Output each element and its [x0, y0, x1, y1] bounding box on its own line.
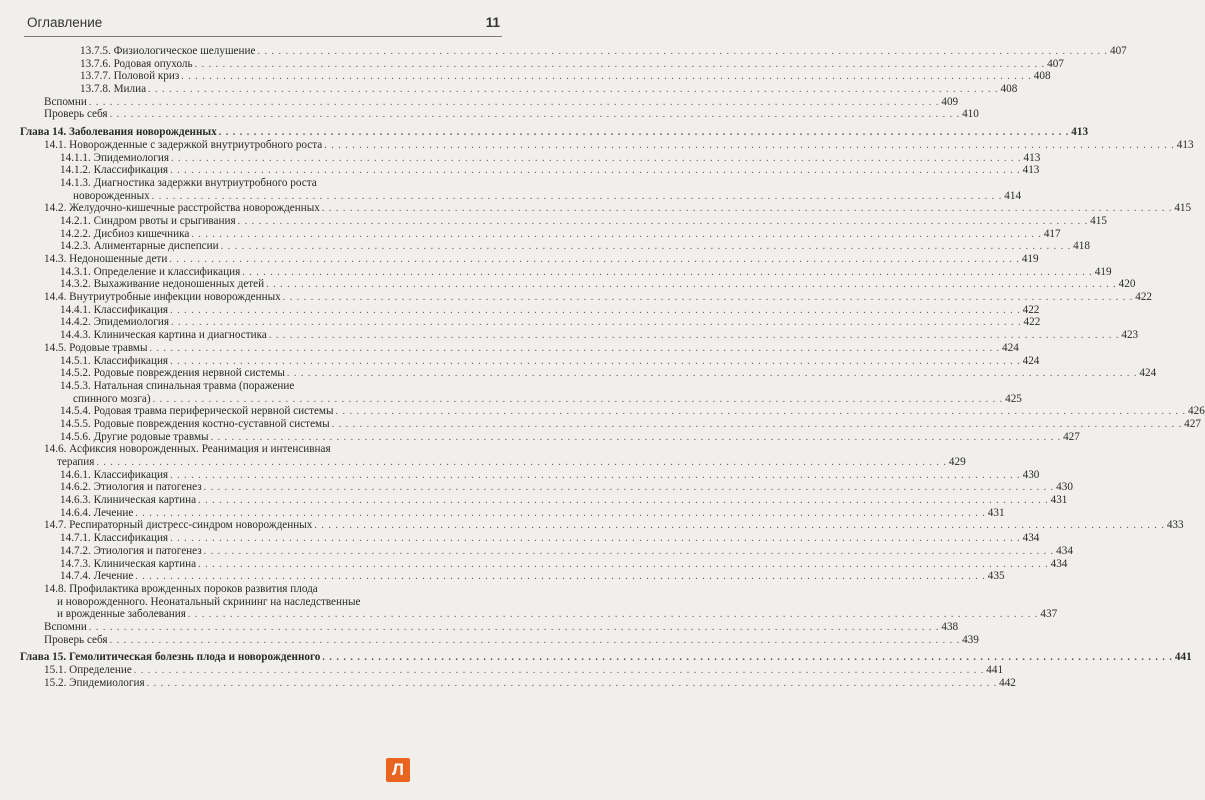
toc-entry-page: 441: [1174, 651, 1192, 664]
dot-leader: [238, 216, 1089, 229]
toc-entry-page: 424: [1139, 367, 1157, 380]
dot-leader: [134, 665, 985, 678]
dot-leader: [219, 127, 1070, 140]
toc-entry-page: 415: [1174, 202, 1192, 215]
dot-leader: [89, 622, 940, 635]
toc-entry-title: 14.3.1. Определение и классификация: [60, 265, 241, 278]
dot-leader: [198, 495, 1049, 508]
toc-entry: [20, 189, 1022, 203]
toc-entry-page: 441: [986, 664, 1004, 676]
dot-leader: [204, 482, 1055, 495]
toc-entry-page: 413: [1176, 138, 1194, 151]
toc-entry-title: 14.6.3. Клиническая картина: [60, 494, 197, 507]
toc-entry-title: Вспомни: [44, 95, 87, 108]
toc-entry-title: и новорожденного. Неонатальный скрининг на наследственные: [57, 595, 361, 608]
toc-entry-title: 14.4.2. Эпидемиология: [60, 316, 169, 329]
toc-entry-page: 417: [1043, 227, 1061, 240]
dot-leader: [211, 432, 1062, 445]
toc-entry-page: 442: [999, 676, 1016, 689]
toc-entry-title: 13.7.6. Родовая опухоль: [80, 57, 193, 70]
dot-leader: [170, 533, 1021, 546]
toc-entry-title: 14.6.2. Этиология и патогенез: [60, 481, 202, 494]
toc-entry-title: 14.2. Желудочно-кишечные расстройства новорожденных: [44, 202, 320, 215]
dot-leader: [171, 153, 1022, 166]
toc-entry: [20, 456, 966, 469]
toc-entry-title: 14.1.2. Классификация: [60, 164, 169, 177]
toc-entry-title: 13.7.8. Милиа: [80, 83, 147, 96]
toc-entry-title: 14.2.2. Дисбиоз кишечника: [60, 227, 190, 240]
dot-leader: [242, 267, 1093, 280]
toc-entry-title: 14.2.3. Алиментарные диспепсии: [60, 240, 219, 253]
toc-entry: [20, 367, 1157, 380]
dot-leader: [221, 241, 1072, 254]
running-title: Оглавление: [27, 15, 103, 30]
toc-entry-page: 427: [1063, 430, 1080, 443]
toc-entry-title: 14.5.1. Классификация: [60, 354, 169, 367]
page-header: [24, 14, 502, 37]
toc-entry: [20, 303, 1040, 317]
dot-leader: [147, 678, 998, 691]
toc-entry: [20, 95, 959, 109]
toc-entry-page: 426: [1188, 405, 1205, 418]
toc-entry: [20, 417, 1201, 431]
toc-entry-title: Глава 15. Гемолитическая болезнь плода и новорожденного: [20, 651, 321, 664]
toc-entry: [20, 291, 1153, 304]
toc-entry-title: 14.4.1. Классификация: [60, 303, 169, 316]
toc-entry-title: 14.4.3. Клиническая картина и диагностика: [60, 329, 267, 342]
dot-leader: [257, 46, 1108, 59]
toc-entry-page: 413: [1071, 126, 1089, 139]
toc-entry-page: 410: [962, 108, 979, 121]
dot-leader: [287, 368, 1138, 381]
toc-entry: [20, 570, 1005, 583]
toc-entry-page: 408: [1000, 83, 1018, 96]
toc-chapter-entry: [20, 126, 1089, 139]
toc-entry-page: 438: [941, 620, 959, 633]
toc-entry-title: новорожденных: [73, 189, 150, 202]
toc-entry-page: 423: [1121, 329, 1139, 342]
toc-entry-title: 14.7.1. Классификация: [60, 532, 169, 545]
toc-entry: [20, 405, 1205, 418]
toc-entry-title: 13.7.5. Физиологическое шелушение: [80, 45, 256, 57]
toc-entry-title: 14.3.2. Выхаживание недоношенных детей: [60, 278, 265, 291]
dot-leader: [110, 109, 961, 122]
toc-entry: [20, 633, 979, 647]
toc-entry: [20, 202, 1192, 215]
toc-entry-title: 14.7.2. Этиология и патогенез: [60, 544, 202, 557]
dot-leader: [171, 317, 1022, 330]
toc-entry-title: 14.5.5. Родовые повреждения костно-суставной системы: [60, 417, 330, 430]
toc-entry-title: 14.7.4. Лечение: [60, 570, 134, 583]
toc-entry-title: 14.5.3. Натальная спинальная травма (поражение: [60, 379, 295, 392]
dot-leader: [322, 652, 1173, 665]
dot-leader: [188, 609, 1039, 622]
dot-leader: [89, 97, 940, 110]
toc-entry: [20, 676, 1016, 690]
dot-leader: [148, 84, 999, 97]
toc-entry-page: 430: [1056, 481, 1073, 494]
toc-entry-page: 433: [1166, 519, 1184, 532]
toc-entry-title: 14.7.3. Клиническая картина: [60, 557, 197, 570]
toc-entry: [20, 265, 1112, 279]
dot-leader: [336, 406, 1187, 419]
toc-entry: [20, 481, 1073, 494]
toc-entry: [20, 240, 1090, 253]
toc-entry-title: 14.6.1. Классификация: [60, 468, 169, 481]
toc-entry: [20, 329, 1139, 342]
toc-entry: [20, 83, 1018, 96]
toc-entry-title: 14.7. Респираторный дистресс-синдром новорожденных: [44, 519, 313, 532]
toc-entry-page: 431: [1050, 494, 1068, 507]
toc-entry: [20, 557, 1068, 571]
toc-entry-title: Вспомни: [44, 620, 87, 633]
toc-entry-page: 431: [987, 506, 1005, 519]
toc-entry-title: 14.8. Профилактика врожденных пороков развития плода: [44, 582, 318, 595]
toc-entry-page: 434: [1050, 557, 1068, 570]
toc-entry: [20, 392, 1022, 406]
toc-entry-title: спинного мозга): [73, 392, 151, 405]
toc-entry: [20, 177, 502, 190]
dot-leader: [181, 71, 1032, 84]
toc-entry: [20, 443, 502, 456]
toc-entry-title: и врожденные заболевания: [57, 608, 186, 621]
toc-entry: [20, 108, 979, 121]
toc-chapter-entry: [20, 651, 1192, 664]
dot-leader: [198, 559, 1049, 572]
toc-entry-title: 14.6.4. Лечение: [60, 506, 134, 519]
toc-entry: [20, 664, 1004, 677]
toc-entry-title: 14.5.6. Другие родовые травмы: [60, 430, 209, 443]
dot-leader: [191, 229, 1042, 242]
toc-entry-page: 427: [1184, 417, 1201, 430]
toc-entry: [20, 380, 502, 393]
toc-entry: [20, 227, 1061, 241]
toc-entry-page: 413: [1023, 151, 1041, 164]
toc-entry-page: 422: [1022, 303, 1040, 316]
dot-leader: [332, 419, 1183, 432]
toc-entry-title: Проверь себя: [44, 633, 108, 646]
toc-entry-title: 14.5. Родовые травмы: [44, 341, 148, 354]
toc-entry-page: 422: [1023, 316, 1041, 329]
toc-entry-page: 415: [1090, 214, 1107, 227]
toc-entry: [20, 532, 1040, 545]
dot-leader: [96, 457, 947, 470]
toc-entry: [20, 519, 1184, 532]
toc-entry-page: 407: [1047, 57, 1064, 70]
publisher-logo-icon: Л: [386, 758, 410, 782]
toc-entry: [20, 596, 502, 609]
toc-entry: [20, 214, 1107, 228]
toc-entry: [20, 506, 1005, 520]
toc-entry-title: терапия: [57, 456, 95, 468]
toc-entry: [20, 253, 1039, 266]
toc-entry-page: 424: [1002, 341, 1019, 354]
toc-entry-title: 14.5.4. Родовая травма периферической нервной системы: [60, 405, 334, 418]
toc-entry: [20, 151, 1041, 165]
dot-leader: [266, 279, 1117, 292]
toc-entry-page: 419: [1021, 253, 1039, 265]
toc-entry: [20, 608, 1058, 621]
toc-entry: [20, 57, 1064, 71]
toc-entry-page: 418: [1073, 240, 1090, 253]
toc-entry: [20, 468, 1040, 482]
dot-leader: [204, 546, 1055, 559]
dot-leader: [283, 292, 1134, 305]
dot-leader: [324, 140, 1175, 153]
toc-entry-title: 14.1.3. Диагностика задержки внутриутробного роста: [60, 176, 317, 189]
toc-entry-page: 424: [1022, 354, 1040, 367]
dot-leader: [170, 356, 1021, 369]
toc-entry-page: 434: [1056, 544, 1073, 557]
toc-entry-title: 14.6. Асфиксия новорожденных. Реанимация и интенсивная: [44, 443, 331, 456]
toc-entry-title: 14.1. Новорожденные с задержкой внутриутробного роста: [44, 138, 323, 151]
toc-entry-page: 414: [1004, 189, 1022, 202]
toc-entry-page: 430: [1022, 468, 1040, 481]
dot-leader: [170, 470, 1021, 483]
toc-entry-page: 407: [1109, 45, 1127, 57]
toc-entry-page: 425: [1005, 392, 1022, 405]
toc-entry-title: 14.5.2. Родовые повреждения нервной системы: [60, 367, 285, 380]
toc-entry: [20, 316, 1041, 329]
toc-entry: [20, 494, 1068, 507]
toc-entry: [20, 278, 1136, 291]
toc-entry: [20, 583, 502, 596]
toc-entry: [20, 354, 1040, 368]
toc-entry-title: Проверь себя: [44, 108, 108, 121]
toc-entry-page: 435: [987, 570, 1005, 583]
toc-entry-page: 409: [941, 95, 959, 108]
toc-entry-title: 14.2.1. Синдром рвоты и срыгивания: [60, 214, 236, 227]
toc-entry: [20, 138, 1194, 152]
dot-leader: [269, 330, 1120, 343]
toc-entry: [20, 544, 1073, 558]
toc-entry-title: 14.1.1. Эпидемиология: [60, 151, 169, 164]
toc-entry: [20, 164, 1040, 177]
table-of-contents: [20, 45, 1205, 689]
toc-entry-page: 439: [962, 633, 979, 646]
toc-entry-title: 13.7.7. Половой криз: [80, 70, 180, 83]
toc-entry-title: 15.2. Эпидемиология: [44, 676, 145, 689]
dot-leader: [169, 254, 1020, 267]
toc-entry-title: Глава 14. Заболевания новорожденных: [20, 126, 217, 139]
dot-leader: [195, 59, 1046, 72]
toc-entry-title: 14.4. Внутриутробные инфекции новорожденных: [44, 291, 281, 304]
toc-entry: [20, 430, 1080, 444]
dot-leader: [110, 635, 961, 648]
toc-entry-page: 437: [1040, 608, 1058, 621]
toc-entry-page: 413: [1022, 164, 1040, 177]
toc-entry-page: 408: [1033, 70, 1051, 83]
toc-entry-page: 422: [1135, 291, 1153, 304]
toc-entry-page: 429: [948, 456, 966, 468]
toc-entry-page: 420: [1118, 278, 1136, 291]
toc-entry-page: 419: [1094, 265, 1112, 278]
dot-leader: [170, 305, 1021, 318]
toc-entry: [20, 70, 1051, 83]
toc-entry-page: 434: [1022, 532, 1040, 545]
toc-entry-title: 15.1. Определение: [44, 664, 132, 676]
toc-entry: [20, 620, 959, 634]
toc-entry: [20, 45, 1127, 58]
dot-leader: [150, 343, 1001, 356]
toc-entry: [20, 341, 1019, 355]
dot-leader: [322, 203, 1173, 216]
page-number: 11: [485, 15, 500, 30]
toc-entry-title: 14.3. Недоношенные дети: [44, 253, 168, 265]
